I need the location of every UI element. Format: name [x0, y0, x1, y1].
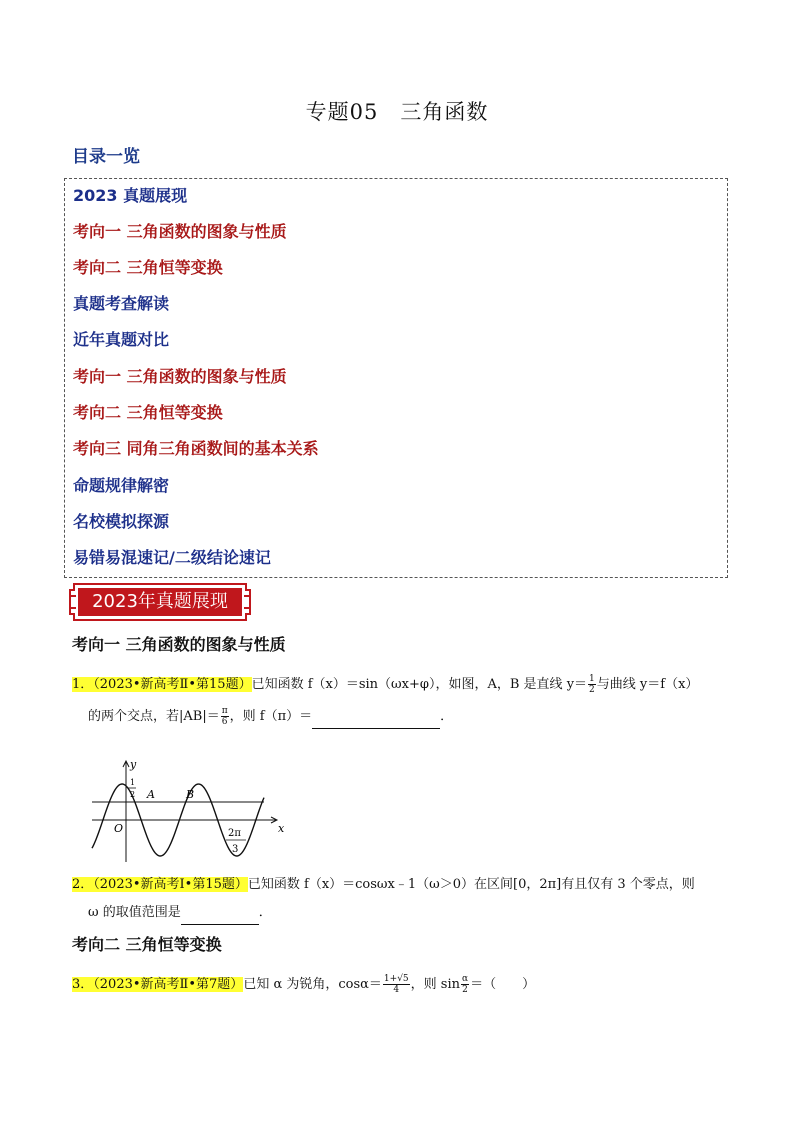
banner-title: 2023年真题展现: [92, 591, 228, 612]
question-1-line-1: [72, 674, 698, 696]
title-sub: 三角函数: [400, 100, 489, 124]
tick-y-den: 2: [130, 790, 136, 799]
tick-x-den: 3: [232, 844, 239, 855]
toc-box: [64, 178, 728, 578]
question-3-line-1: [72, 974, 535, 996]
question-1-line2-b: ，则 f（π）＝: [229, 709, 313, 724]
question-1-line2-c: ．: [440, 709, 454, 724]
section-heading-2: 考向二 三角恒等变换: [72, 935, 222, 954]
fraction-one-half: $\frac{1}{2}$: [589, 674, 595, 695]
question-3-text-c: ＝（ ）: [470, 977, 536, 992]
question-2-line2-a: ω 的取值范围是: [88, 905, 181, 920]
page-title: [0, 96, 794, 126]
x-axis-label: x: [278, 822, 285, 835]
toc-item-kaoxiang-2[interactable]: 考向二 三角恒等变换: [73, 258, 223, 277]
toc-item-kaoxiang-2b[interactable]: 考向二 三角恒等变换: [73, 403, 223, 422]
toc-item-kaoxiang-3[interactable]: 考向三 同角三角函数间的基本关系: [73, 439, 319, 458]
question-3-text-a: 已知 α 为锐角，cosα＝: [243, 977, 382, 992]
question-1-line-2: [88, 706, 453, 729]
toc-item-duibi[interactable]: 近年真题对比: [73, 330, 170, 349]
toc-item-moni[interactable]: 名校模拟探源: [73, 512, 170, 531]
question-2-line2-b: ．: [258, 905, 272, 920]
toc-item-kaoxiang-1[interactable]: 考向一 三角函数的图象与性质: [73, 222, 287, 241]
title-main: 专题05: [305, 100, 379, 124]
section-banner: [68, 582, 252, 622]
fraction-pi-over-6: $\frac{\pi}{6}$: [221, 706, 228, 727]
toc-item-kaoxiang-1b[interactable]: 考向一 三角函数的图象与性质: [73, 367, 287, 386]
question-1-line2-a: 的两个交点，若|AB|＝: [88, 709, 220, 724]
sine-graph: [86, 758, 296, 870]
question-1-text-b: 与曲线 y＝f（x）: [596, 677, 699, 692]
y-axis-label: y: [130, 758, 137, 771]
question-2-line-2: [88, 902, 272, 925]
toc-heading: 目录一览: [72, 147, 140, 167]
question-3-text-b: ，则 sin: [410, 977, 460, 992]
toc-item-guilv[interactable]: 命题规律解密: [73, 476, 170, 495]
answer-blank-1[interactable]: [312, 706, 440, 729]
toc-item-2023-zhenti[interactable]: 2023 真题展现: [73, 186, 188, 205]
question-2-line-1: [72, 874, 695, 896]
toc-item-yicuo[interactable]: 易错易混速记/二级结论速记: [73, 548, 271, 567]
section-heading-1: 考向一 三角函数的图象与性质: [72, 635, 286, 654]
fraction-alpha-half: $\frac{\alpha}{2}$: [462, 974, 469, 995]
question-1-text-a: 已知函数 f（x）＝sin（ωx+φ），如图，A，B 是直线 y＝: [251, 677, 588, 692]
question-3-tag: 3．（2023•新高考Ⅱ•第7题）: [72, 977, 244, 992]
point-a-label: A: [147, 788, 155, 801]
fraction-cos-value: $\frac{1+√5}{4}$: [383, 974, 409, 995]
origin-label: O: [114, 822, 124, 835]
tick-y-num: 1: [130, 778, 136, 787]
tick-x-num: 2π: [228, 828, 241, 839]
question-1-tag: 1．（2023•新高考Ⅱ•第15题）: [72, 677, 252, 692]
answer-blank-2[interactable]: [181, 902, 259, 925]
question-2-text-a: 已知函数 f（x）＝cosωx﹣1（ω＞0）在区间[0，2π]有且仅有 3 个零点，则: [247, 877, 695, 892]
point-b-label: B: [186, 788, 195, 801]
question-2-tag: 2．（2023•新高考Ⅰ•第15题）: [72, 877, 248, 892]
toc-item-jiedu[interactable]: 真题考查解读: [73, 294, 170, 313]
